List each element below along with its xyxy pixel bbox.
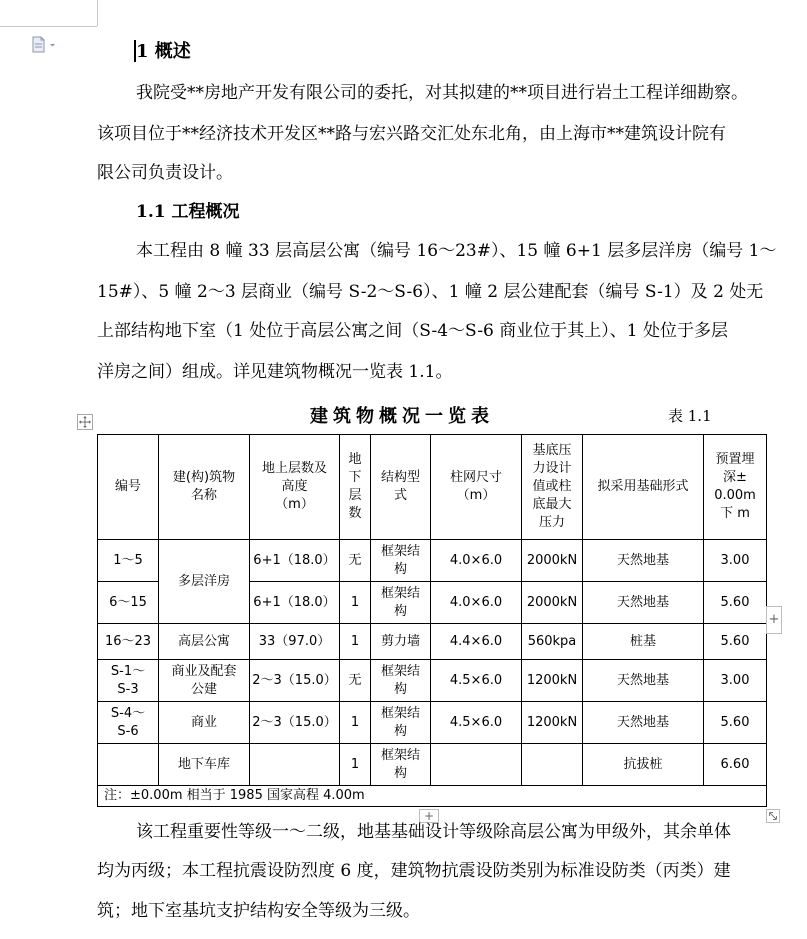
heading-project-overview: 1.1 工程概况 [136,202,240,222]
table-title: 建筑物概况一览表 [310,406,494,427]
header-cell-basement[interactable]: 地 下 层 数 [340,435,371,540]
cell-grid[interactable] [431,744,522,786]
cell-basement[interactable]: 1 [340,582,371,624]
cell-foundation[interactable]: 桩基 [583,624,704,660]
cell-depth[interactable]: 5.60 [704,624,767,660]
intro-line-2: 该项目位于**经济技术开发区**路与宏兴路交汇处东北角，由上海市**建筑设计院有 [97,124,726,144]
cell-basement[interactable]: 1 [340,744,371,786]
cell-floors[interactable]: 6+1（18.0） [250,582,340,624]
cell-pressure[interactable]: 1200kN [522,702,583,744]
cell-grid[interactable]: 4.4×6.0 [431,624,522,660]
header-cell-name[interactable]: 建(构)筑物 名称 [159,435,250,540]
cell-depth[interactable]: 6.60 [704,744,767,786]
cell-no[interactable]: 1～5 [98,540,159,582]
table-row [98,702,767,744]
header-cell-depth[interactable]: 预置埋 深± 0.00m 下 m [704,435,767,540]
header-cell-pressure[interactable]: 基底压 力设计 值或柱 底最大 压力 [522,435,583,540]
cell-name[interactable]: 商业 [159,702,250,744]
header-cell-foundation[interactable]: 拟采用基础形式 [583,435,704,540]
table-row [98,624,767,660]
cell-no[interactable]: S-4～ S-6 [98,702,159,744]
cell-name[interactable]: 多层洋房 [159,540,250,624]
cell-foundation[interactable]: 天然地基 [583,540,704,582]
cell-pressure[interactable]: 1200kN [522,660,583,702]
cell-grid[interactable]: 4.0×6.0 [431,540,522,582]
cell-structure[interactable]: 框架结 构 [371,540,431,582]
cell-no[interactable]: S-1～ S-3 [98,660,159,702]
table-move-handle-icon[interactable] [77,414,93,430]
cell-pressure[interactable]: 2000kN [522,582,583,624]
cell-basement[interactable]: 1 [340,702,371,744]
table-row [98,744,767,786]
cell-name[interactable]: 商业及配套 公建 [159,660,250,702]
cell-pressure[interactable]: 560kpa [522,624,583,660]
cell-floors[interactable] [250,744,340,786]
overview-line-4: 洋房之间）组成。详见建筑物概况一览表 1.1。 [97,362,453,382]
table-number: 表 1.1 [668,407,712,425]
header-cell-grid[interactable]: 柱网尺寸 （m） [431,435,522,540]
cell-no[interactable]: 6～15 [98,582,159,624]
overview-line-2: 15#）、5 幢 2～3 层商业（编号 S-2～S-6）、1 幢 2 层公建配套（编号 S-1）及 2 处无 [97,282,764,302]
heading-overview: 1 概述 [136,41,191,62]
cell-structure[interactable]: 框架结 构 [371,702,431,744]
page-margin-mark-vertical [97,0,98,26]
cell-structure[interactable]: 剪力墙 [371,624,431,660]
cell-grid[interactable]: 4.5×6.0 [431,702,522,744]
cell-no[interactable]: 16～23 [98,624,159,660]
cell-basement[interactable]: 无 [340,660,371,702]
header-cell-floors[interactable]: 地上层数及 高度 （m） [250,435,340,540]
cell-foundation[interactable]: 抗拔桩 [583,744,704,786]
cell-depth[interactable]: 3.00 [704,540,767,582]
cell-pressure[interactable]: 2000kN [522,540,583,582]
document-menu-icon[interactable] [30,36,58,54]
cell-grid[interactable]: 4.5×6.0 [431,660,522,702]
cell-no[interactable] [98,744,159,786]
cell-depth[interactable]: 5.60 [704,582,767,624]
overview-line-3: 上部结构地下室（1 处位于高层公寓之间（S-4～S-6 商业位于其上）、1 处位于多层 [97,321,728,341]
header-cell-structure[interactable]: 结构型 式 [371,435,431,540]
cell-foundation[interactable]: 天然地基 [583,702,704,744]
cell-floors[interactable]: 33（97.0） [250,624,340,660]
intro-line-1: 我院受**房地产开发有限公司的委托，对其拟建的**项目进行岩土工程详细勘察。 [136,83,748,103]
tail-line-3: 筑；地下室基坑支护结构安全等级为三级。 [97,901,420,921]
table-row [98,540,767,582]
cell-basement[interactable]: 1 [340,624,371,660]
cell-foundation[interactable]: 天然地基 [583,660,704,702]
cell-basement[interactable]: 无 [340,540,371,582]
page-margin-mark-horizontal [0,26,97,27]
cell-depth[interactable]: 3.00 [704,660,767,702]
cell-pressure[interactable] [522,744,583,786]
cell-name[interactable]: 高层公寓 [159,624,250,660]
table-note-row [98,786,767,807]
cell-floors[interactable]: 6+1（18.0） [250,540,340,582]
cell-structure[interactable]: 框架结 构 [371,582,431,624]
cell-floors[interactable]: 2～3（15.0） [250,702,340,744]
table-row [98,660,767,702]
cell-structure[interactable]: 框架结 构 [371,660,431,702]
cell-structure[interactable]: 框架结 构 [371,744,431,786]
table-header-row [98,435,767,540]
table-note[interactable]: 注：±0.00m 相当于 1985 国家高程 4.00m [98,786,767,807]
cell-name[interactable]: 地下车库 [159,744,250,786]
cell-floors[interactable]: 2～3（15.0） [250,660,340,702]
intro-line-3: 限公司负责设计。 [97,163,233,183]
tail-line-1: 该工程重要性等级一～二级，地基基础设计等级除高层公寓为甲级外，其余单体 [136,822,731,842]
header-cell-no[interactable]: 编号 [98,435,159,540]
tail-line-2: 均为丙级；本工程抗震设防烈度 6 度，建筑物抗震设防类别为标准设防类（丙类）建 [97,861,731,881]
overview-line-1: 本工程由 8 幢 33 层高层公寓（编号 16～23#）、15 幢 6+1 层多层洋房（编号 1～ [136,241,777,261]
add-row-button[interactable]: + [419,809,439,823]
table-resize-handle-icon[interactable] [766,809,780,823]
cell-foundation[interactable]: 天然地基 [583,582,704,624]
cell-depth[interactable]: 5.60 [704,702,767,744]
add-column-button[interactable]: + [766,606,782,634]
building-overview-table [97,434,767,807]
cell-grid[interactable]: 4.0×6.0 [431,582,522,624]
